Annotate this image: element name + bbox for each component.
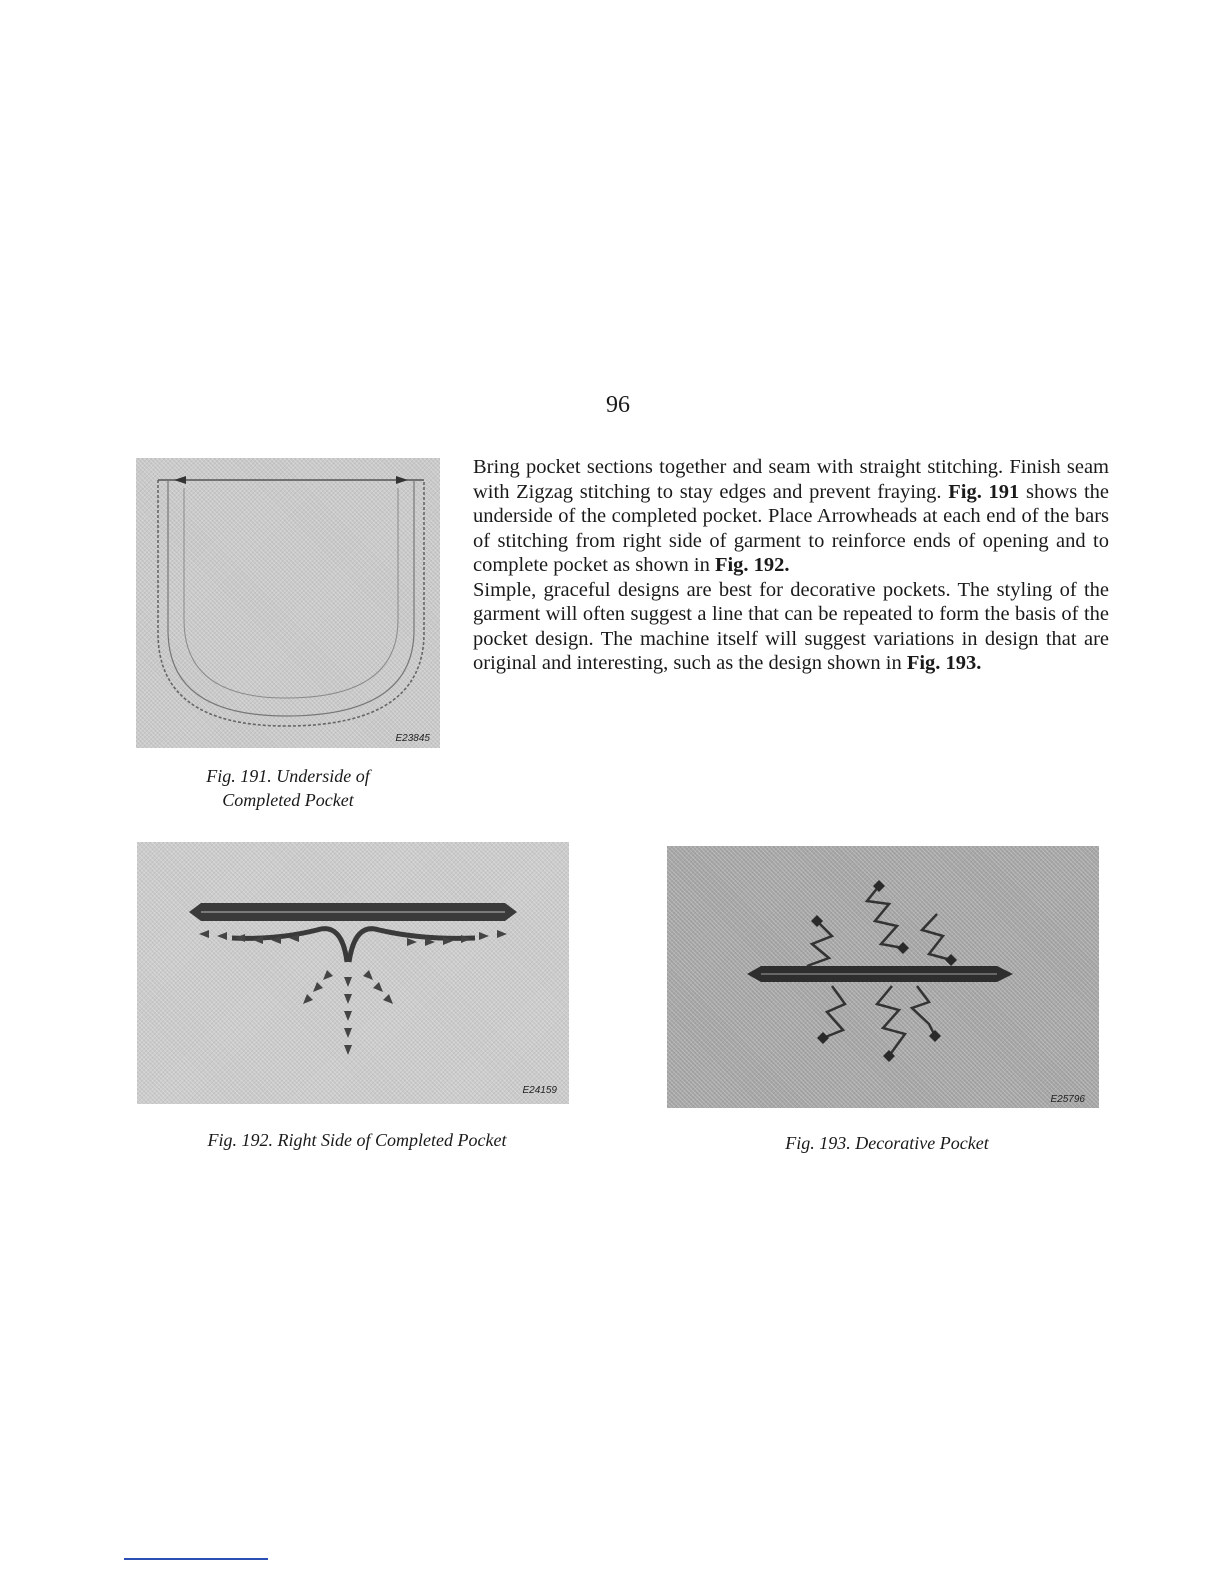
paragraph-1-text-b: shows the underside of the completed pocket. Place Arrowheads at each end of the bars of stitching from right side of garment to reinforce ends of opening and to complete pocket as shown in [473,480,1110,576]
paragraph-2-text: Simple, graceful designs are best for decorative pockets. The styling of the garment will often suggest a line that can be repeated to form the basis of the pocket design. The machine itself will suggest variations in design that are original and interesting, such as the design shown in [473,578,1109,674]
paragraph-2 [473,578,1109,676]
paragraph-2-ref-fig-193: Fig. 193. [906,652,982,674]
pocket-underside-illustration [136,458,440,748]
fig-193-caption: Fig. 193. Decorative Pocket [785,1133,989,1153]
fig-193-photo [667,846,1099,1108]
fig-191-caption-line-2: Completed Pocket [222,790,354,810]
body-text [473,455,1109,676]
paragraph-1-text-a: Bring pocket sections together and seam with straight stitching. Finish seam with Zigzag stitching to stay edges and prevent fraying. [473,456,1109,503]
fig-193-photo-code: E25796 [1050,1094,1085,1105]
fig-191-caption-line-1: Fig. 191. Underside of [206,766,370,786]
fig-191-photo-code: E23845 [395,733,430,744]
fig-192-caption: Fig. 192. Right Side of Completed Pocket [207,1130,507,1150]
fig-192-photo-code: E24159 [522,1085,557,1096]
fig-192-photo [137,842,569,1104]
fig-191-photo [136,458,440,748]
paragraph-1 [473,455,1109,578]
pocket-right-side-illustration [137,842,569,1104]
page-number: 96 [606,392,630,418]
paragraph-1-ref-fig-191: Fig. 191 [948,480,1020,503]
footnote-rule [124,1558,268,1560]
fig-191-caption [136,764,440,812]
decorative-pocket-illustration [667,846,1099,1108]
paragraph-1-ref-fig-192: Fig. 192. [714,554,790,576]
